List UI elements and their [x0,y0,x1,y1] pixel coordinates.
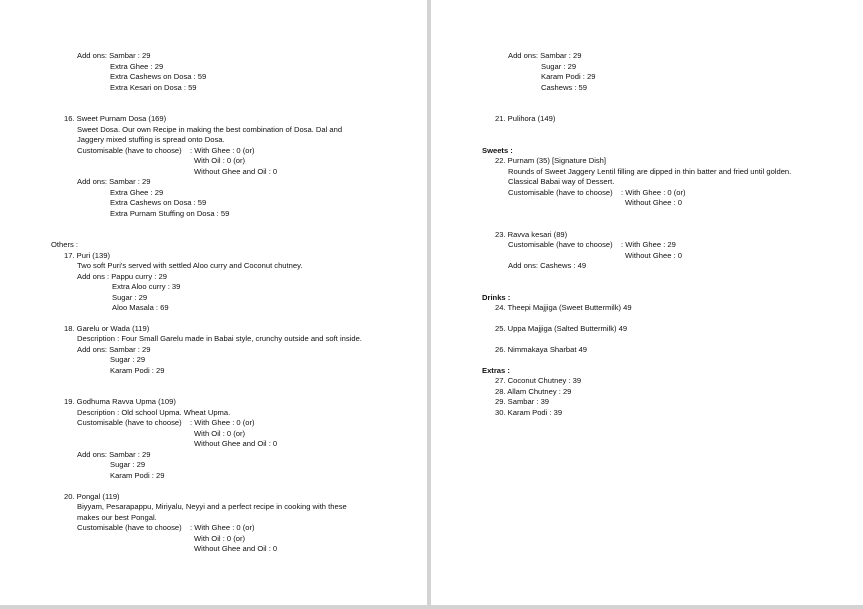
item16-customisable: Customisable (have to choose) [77,146,182,155]
item21-title: 21. Pulihora (149) [495,114,556,123]
item16-option-3: Without Ghee and Oil : 0 [194,167,278,176]
top-addons-label: Add ons: Sambar : 29 [508,51,582,60]
item23-option-1: : With Ghee : 29 [621,240,676,249]
item16-title: 16. Sweet Purnam Dosa (169) [64,114,167,123]
item19-customisable: Customisable (have to choose) [77,418,182,427]
item17-extra-1: Extra Aloo curry : 39 [112,282,181,291]
item17-description: Two soft Puri's served with settled Aloo curry and Coconut chutney. [77,261,303,270]
item19-title: 19. Godhuma Ravva Upma (109) [64,397,176,406]
item17-extra-3: Aloo Masala : 69 [112,303,169,312]
top-addons-extra-1: Sugar : 29 [541,62,577,71]
item23-customisable: Customisable (have to choose) [508,240,613,249]
top-addons-extra-2: Karam Podi : 29 [541,72,596,81]
item19-addons-label: Add ons: Sambar : 29 [77,450,151,459]
item18-addons-label: Add ons: Sambar : 29 [77,345,151,354]
item19-option-2: With Oil : 0 (or) [194,429,246,438]
item19-extra-1: Sugar : 29 [110,460,146,469]
top-addons-extra-3: Cashews : 59 [541,83,588,92]
item16-description-1: Sweet Dosa. Our own Recipe in making the best combination of Dosa. Dal and [77,125,343,134]
item19-extra-2: Karam Podi : 29 [110,471,165,480]
item17-addons-label: Add ons : Pappu curry : 29 [77,272,167,281]
item18-description: Description : Four Small Garelu made in Babai style, crunchy outside and soft inside. [77,334,362,343]
item22-description-2: Classical Babai way of Dessert. [508,177,615,186]
item20-description-1: Biyyam, Pesarapappu, Miriyalu, Neyyi and a perfect recipe in cooking with these [77,502,347,511]
item23-title: 23. Ravva kesari (89) [495,230,568,239]
item15-extra-2: Extra Cashews on Dosa : 59 [110,72,207,81]
item22-option-2: Without Ghee : 0 [625,198,682,207]
drinks-heading: Drinks : [482,293,511,302]
item17-extra-2: Sugar : 29 [112,293,148,302]
item16-extra-1: Extra Ghee : 29 [110,188,164,197]
item20-option-2: With Oil : 0 (or) [194,534,246,543]
item15-extra-3: Extra Kesari on Dosa : 59 [110,83,197,92]
item17-title: 17. Puri (139) [64,251,111,260]
item22-title: 22. Purnam (35) [Signature Dish] [495,156,607,165]
item18-extra-2: Karam Podi : 29 [110,366,165,375]
drink-item-25: 25. Uppa Majjiga (Salted Buttermilk) 49 [495,324,628,333]
item20-description-2: makes our best Pongal. [77,513,157,522]
extra-item-28: 28. Allam Chutney : 29 [495,387,572,396]
item23-option-2: Without Ghee : 0 [625,251,682,260]
extra-item-30: 30. Karam Podi : 39 [495,408,563,417]
document-page-right [431,0,863,605]
item16-description-2: Jaggery mixed stuffing is spread onto Dosa. [77,135,225,144]
item15-addons-label: Add ons: Sambar : 29 [77,51,151,60]
item16-extra-3: Extra Purnam Stuffing on Dosa : 59 [110,209,230,218]
item23-addons-label: Add ons: Cashews : 49 [508,261,587,270]
item19-option-1: : With Ghee : 0 (or) [190,418,255,427]
item22-description-1: Rounds of Sweet Jaggery Lentil filling are dipped in thin batter and fried until golden. [508,167,792,176]
item19-option-3: Without Ghee and Oil : 0 [194,439,278,448]
item16-option-2: With Oil : 0 (or) [194,156,246,165]
item18-title: 18. Garelu or Wada (119) [64,324,150,333]
document-page-left [0,0,427,605]
extra-item-27: 27. Coconut Chutney : 39 [495,376,582,385]
item18-extra-1: Sugar : 29 [110,355,146,364]
extra-item-29: 29. Sambar : 39 [495,397,550,406]
item15-extra-1: Extra Ghee : 29 [110,62,164,71]
item19-description: Description : Old school Upma. Wheat Upma. [77,408,231,417]
item22-option-1: : With Ghee : 0 (or) [621,188,686,197]
item20-option-1: : With Ghee : 0 (or) [190,523,255,532]
others-heading: Others : [51,240,79,249]
extras-heading: Extras : [482,366,510,375]
item16-option-1: : With Ghee : 0 (or) [190,146,255,155]
item22-customisable: Customisable (have to choose) [508,188,613,197]
item20-option-3: Without Ghee and Oil : 0 [194,544,278,553]
sweets-heading: Sweets : [482,146,513,155]
item16-extra-2: Extra Cashews on Dosa : 59 [110,198,207,207]
drink-item-26: 26. Nimmakaya Sharbat 49 [495,345,588,354]
item20-title: 20. Pongal (119) [64,492,120,501]
item16-addons-label: Add ons: Sambar : 29 [77,177,151,186]
drink-item-24: 24. Theepi Majjiga (Sweet Buttermilk) 49 [495,303,632,312]
item20-customisable: Customisable (have to choose) [77,523,182,532]
